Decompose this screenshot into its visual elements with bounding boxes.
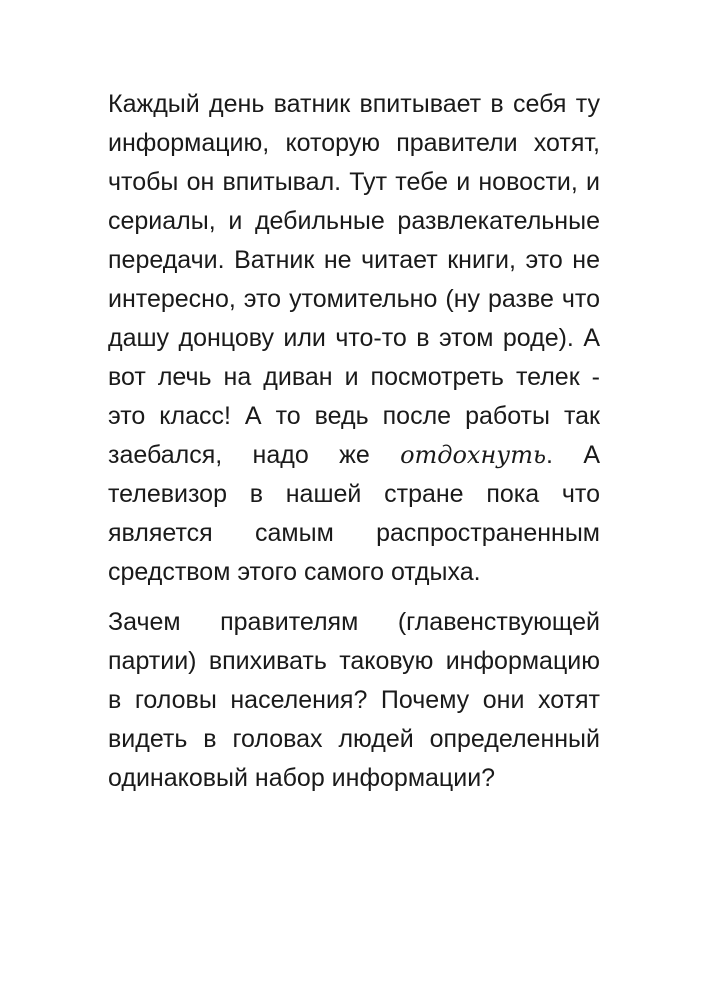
paragraph-1 [108,85,600,592]
emphasized-word: отдохнуть [400,441,547,469]
paragraph-1-text-start: Каждый день ватник впитывает в себя ту информацию, которую правители хотят, чтобы он впитывал. Тут тебе и новости, и сериалы, и дебильные развлекательные передачи. Ватник не читает книги, это не интересно, это утомительно (ну разве что дашу донцову или что-то в этом роде). А вот лечь на диван и посмотреть телек - это класс! А то ведь после работы так заебался, надо же [108,90,600,469]
document-body [108,85,600,798]
paragraph-2: Зачем правителям (главенствующей партии) впихивать таковую информацию в головы населения? Почему они хотят видеть в головах людей определенный одинаковый набор информации? [108,608,600,792]
paragraph-1-text-end: . А телевизор в нашей стране пока что является самым распространенным средством этого самого отдыха. [108,441,600,586]
